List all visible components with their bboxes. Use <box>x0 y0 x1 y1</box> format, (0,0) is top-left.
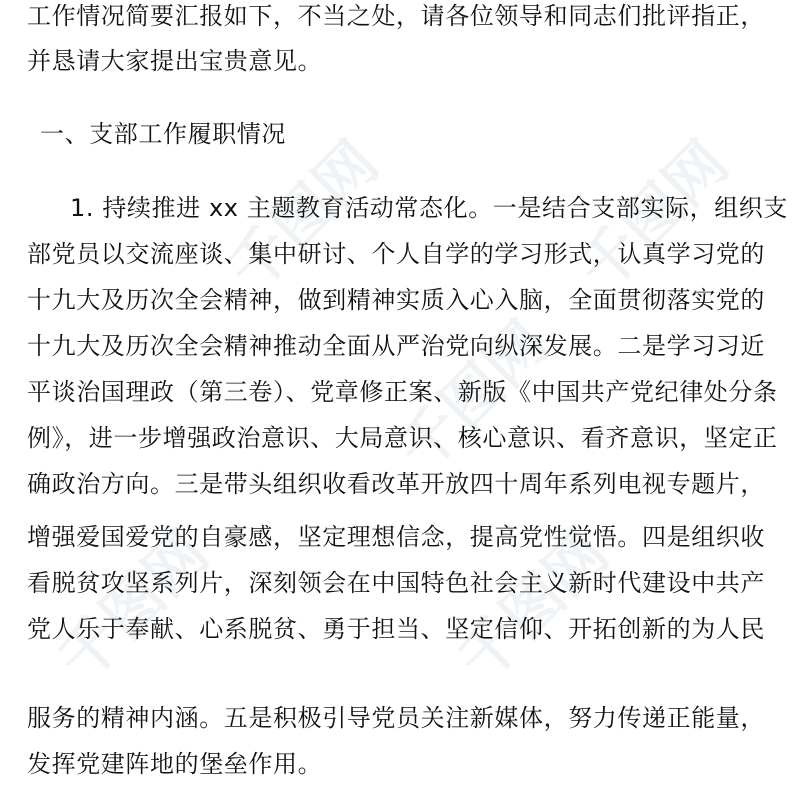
paragraph-line-2: 并恳请大家提出宝贵意见。 <box>27 47 323 75</box>
paragraph-line-7: 平谈治国理政（第三卷）、党章修正案、新版《中国共产党纪律处分条 <box>27 378 778 406</box>
section-heading: 一、支部工作履职情况 <box>40 120 286 148</box>
paragraph-line-14: 发挥党建阵地的堡垒作用。 <box>27 750 323 778</box>
watermark-4: 千图网 <box>45 518 222 695</box>
paragraph-line-1: 工作情况简要汇报如下，不当之处，请各位领导和同志们批评指正， <box>27 2 765 30</box>
watermark-5: 千图网 <box>445 518 622 695</box>
watermark-2: 千图网 <box>565 128 742 305</box>
paragraph-line-11: 看脱贫攻坚系列片，深刻领会在中国特色社会主义新时代建设中共产 <box>27 569 765 597</box>
paragraph-line-12: 党人乐于奉献、心系脱贫、勇于担当、坚定信仰、开拓创新的为人民 <box>27 615 765 643</box>
paragraph-line-10: 增强爱国爱党的自豪感，坚定理想信念，提高党性觉悟。四是组织收 <box>27 523 765 551</box>
paragraph-line-3: 1. 持续推进 xx 主题教育活动常态化。一是结合支部实际，组织支 <box>70 194 788 222</box>
paragraph-line-4: 部党员以交流座谈、集中研讨、个人自学的学习形式，认真学习党的 <box>27 240 765 268</box>
paragraph-line-5: 十九大及历次全会精神，做到精神实质入心入脑，全面贯彻落实党的 <box>27 286 765 314</box>
paragraph-line-13: 服务的精神内涵。五是积极引导党员关注新媒体，努力传递正能量， <box>27 704 765 732</box>
paragraph-line-6: 十九大及历次全会精神推动全面从严治党向纵深发展。二是学习习近 <box>27 332 765 360</box>
paragraph-line-9: 确政治方向。三是带头组织收看改革开放四十周年系列电视专题片， <box>27 470 765 498</box>
watermark-3: 千图网 <box>385 308 562 485</box>
paragraph-line-8: 例》，进一步增强政治意识、大局意识、核心意识、看齐意识，坚定正 <box>27 424 778 452</box>
watermark-1: 千图网 <box>215 128 392 305</box>
